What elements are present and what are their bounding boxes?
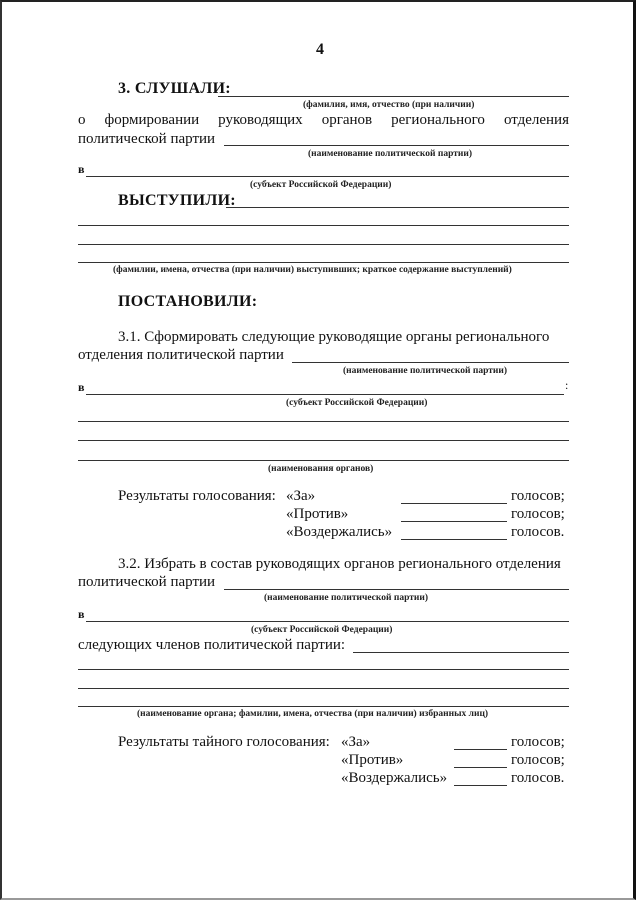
item31-bodies-field-1[interactable] — [78, 421, 569, 422]
in-label: в — [78, 162, 85, 176]
item31-party-field[interactable] — [292, 362, 569, 363]
item32-members-field-3[interactable] — [78, 688, 569, 689]
item32-party-caption: (наименование политической партии) — [264, 593, 429, 603]
item31-vote-unit-against: голосов; — [511, 506, 565, 522]
item32-party-field[interactable] — [224, 589, 569, 590]
word: регионального — [391, 112, 485, 128]
resolved-heading: ПОСТАНОВИЛИ: — [118, 293, 258, 310]
subject-caption: (субъект Российской Федерации) — [250, 180, 392, 190]
item31-vote-option-abstain: «Воздержались» — [286, 524, 393, 540]
item32-subject-caption: (субъект Российской Федерации) — [251, 625, 393, 635]
item31-vote-field-against[interactable] — [401, 521, 507, 522]
item32-vote-option-against: «Против» — [341, 752, 404, 768]
page-number: 4 — [316, 41, 324, 58]
item32-members-field-2[interactable] — [78, 669, 569, 670]
item31-line2: отделения политической партии — [78, 347, 284, 363]
item32-vote-option-for: «За» — [341, 734, 371, 750]
subject-field[interactable] — [86, 176, 569, 177]
item32-vote-field-abstain[interactable] — [454, 785, 507, 786]
heard-heading: 3. СЛУШАЛИ: — [118, 80, 231, 97]
word: органов — [321, 112, 373, 128]
heard-name-field[interactable] — [218, 96, 569, 97]
item31-vote-field-abstain[interactable] — [401, 539, 507, 540]
item31-colon: : — [565, 378, 569, 392]
item31-results-label: Результаты голосования: — [118, 488, 276, 504]
item32-line1: 3.2. Избрать в состав руководящих органов регионального отделения — [118, 556, 561, 572]
word: руководящих — [218, 112, 303, 128]
item31-vote-unit-for: голосов; — [511, 488, 565, 504]
item32-vote-unit-against: голосов; — [511, 752, 565, 768]
word: о — [78, 112, 86, 128]
item31-subject-field[interactable] — [86, 394, 564, 395]
item32-results-label: Результаты тайного голосования: — [118, 734, 330, 750]
spoke-heading: ВЫСТУПИЛИ: — [118, 192, 236, 209]
item31-vote-field-for[interactable] — [401, 503, 507, 504]
item32-line2: политической партии — [78, 574, 216, 590]
item31-vote-unit-abstain: голосов. — [511, 524, 565, 540]
item32-members-field-4[interactable] — [78, 706, 569, 707]
item32-vote-unit-for: голосов; — [511, 734, 565, 750]
word: формировании — [104, 112, 200, 128]
spoke-field-4[interactable] — [78, 262, 569, 263]
item32-subject-field[interactable] — [86, 621, 569, 622]
spoke-field-1[interactable] — [226, 207, 569, 208]
item31-vote-option-for: «За» — [286, 488, 316, 504]
item31-bodies-field-3[interactable] — [78, 460, 569, 461]
item32-in-label: в — [78, 607, 85, 621]
item32-vote-unit-abstain: голосов. — [511, 770, 565, 786]
spoke-field-2[interactable] — [78, 225, 569, 226]
item31-bodies-caption: (наименования органов) — [268, 464, 374, 474]
word: отделения — [503, 112, 569, 128]
spoke-caption: (фамилии, имена, отчества (при наличии) выступивших; краткое содержание выступлений) — [113, 265, 512, 275]
item31-in-label: в — [78, 380, 85, 394]
item32-members-label: следующих членов политической партии: — [78, 637, 346, 653]
item31-line1: 3.1. Сформировать следующие руководящие органы регионального — [118, 329, 550, 345]
heard-caption: (фамилия, имя, отчество (при наличии) — [303, 100, 475, 110]
item32-members-field-1[interactable] — [353, 652, 569, 653]
party-label: политической партии — [78, 131, 216, 147]
item31-bodies-field-2[interactable] — [78, 440, 569, 441]
item31-vote-option-against: «Против» — [286, 506, 349, 522]
spoke-field-3[interactable] — [78, 244, 569, 245]
item31-subject-caption: (субъект Российской Федерации) — [286, 398, 428, 408]
item32-members-caption: (наименование органа; фамилии, имена, отчества (при наличии) избранных лиц) — [137, 709, 489, 719]
item31-party-caption: (наименование политической партии) — [343, 366, 508, 376]
item32-vote-field-for[interactable] — [454, 749, 507, 750]
party-name-field[interactable] — [224, 145, 569, 146]
item32-vote-field-against[interactable] — [454, 767, 507, 768]
item32-vote-option-abstain: «Воздержались» — [341, 770, 448, 786]
party-caption: (наименование политической партии) — [308, 149, 473, 159]
about-line — [78, 112, 569, 129]
